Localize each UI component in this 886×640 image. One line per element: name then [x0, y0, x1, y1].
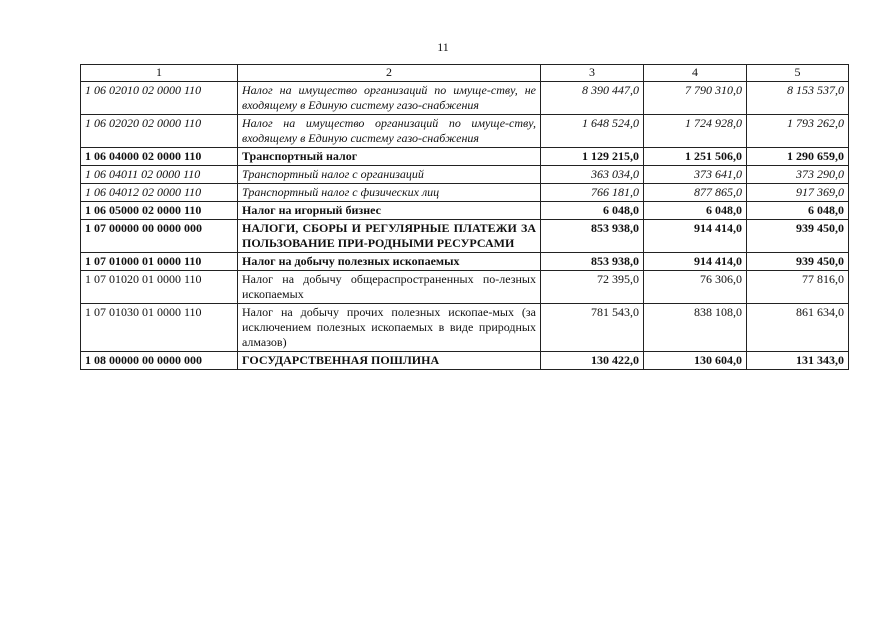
table-row [81, 220, 849, 253]
table-header-row [81, 65, 849, 82]
header-col-3: 3 [541, 65, 644, 82]
row-value-col5: 1 793 262,0 [747, 115, 849, 148]
row-name: Налог на имущество организаций по имуще-ству, входящему в Единую систему газо-снабжения [238, 115, 541, 148]
row-value-col5: 917 369,0 [747, 184, 849, 202]
row-code: 1 06 04000 02 0000 110 [81, 148, 238, 166]
table-row [81, 253, 849, 271]
row-value-col3: 781 543,0 [541, 304, 644, 352]
row-value-col5: 939 450,0 [747, 220, 849, 253]
row-code: 1 06 05000 02 0000 110 [81, 202, 238, 220]
row-value-col4: 914 414,0 [644, 253, 747, 271]
row-value-col4: 130 604,0 [644, 352, 747, 370]
table-row [81, 271, 849, 304]
row-value-col4: 7 790 310,0 [644, 82, 747, 115]
row-value-col3: 6 048,0 [541, 202, 644, 220]
header-col-4: 4 [644, 65, 747, 82]
row-value-col5: 6 048,0 [747, 202, 849, 220]
row-value-col4: 1 251 506,0 [644, 148, 747, 166]
budget-revenue-table [80, 64, 849, 370]
row-value-col5: 77 816,0 [747, 271, 849, 304]
row-value-col5: 1 290 659,0 [747, 148, 849, 166]
page-number: 11 [437, 40, 449, 54]
row-code: 1 06 04012 02 0000 110 [81, 184, 238, 202]
row-value-col5: 373 290,0 [747, 166, 849, 184]
row-value-col3: 8 390 447,0 [541, 82, 644, 115]
row-code: 1 07 01030 01 0000 110 [81, 304, 238, 352]
row-name: Налог на добычу прочих полезных ископае-мых (за исключением полезных ископаемых в виде природных алмазов) [238, 304, 541, 352]
header-col-1: 1 [81, 65, 238, 82]
row-value-col4: 1 724 928,0 [644, 115, 747, 148]
row-code: 1 06 04011 02 0000 110 [81, 166, 238, 184]
row-code: 1 07 01000 01 0000 110 [81, 253, 238, 271]
row-value-col4: 838 108,0 [644, 304, 747, 352]
row-code: 1 07 00000 00 0000 000 [81, 220, 238, 253]
header-col-2: 2 [238, 65, 541, 82]
row-name: Налог на игорный бизнес [238, 202, 541, 220]
row-code: 1 07 01020 01 0000 110 [81, 271, 238, 304]
row-value-col3: 853 938,0 [541, 253, 644, 271]
row-code: 1 06 02020 02 0000 110 [81, 115, 238, 148]
table-row [81, 352, 849, 370]
table-row [81, 115, 849, 148]
row-value-col3: 1 648 524,0 [541, 115, 644, 148]
table-row [81, 304, 849, 352]
row-value-col4: 914 414,0 [644, 220, 747, 253]
row-name: ГОСУДАРСТВЕННАЯ ПОШЛИНА [238, 352, 541, 370]
row-name: Налог на имущество организаций по имуще-ству, не входящему в Единую систему газо-снабжения [238, 82, 541, 115]
row-value-col4: 373 641,0 [644, 166, 747, 184]
table-row [81, 82, 849, 115]
row-value-col5: 131 343,0 [747, 352, 849, 370]
row-value-col5: 939 450,0 [747, 253, 849, 271]
row-value-col3: 766 181,0 [541, 184, 644, 202]
row-name: Транспортный налог [238, 148, 541, 166]
row-code: 1 06 02010 02 0000 110 [81, 82, 238, 115]
header-col-5: 5 [747, 65, 849, 82]
row-value-col3: 72 395,0 [541, 271, 644, 304]
row-value-col4: 6 048,0 [644, 202, 747, 220]
row-value-col5: 861 634,0 [747, 304, 849, 352]
table-row [81, 202, 849, 220]
row-value-col3: 1 129 215,0 [541, 148, 644, 166]
row-value-col5: 8 153 537,0 [747, 82, 849, 115]
row-value-col3: 853 938,0 [541, 220, 644, 253]
table-row [81, 166, 849, 184]
table-row [81, 184, 849, 202]
row-value-col4: 877 865,0 [644, 184, 747, 202]
row-name: НАЛОГИ, СБОРЫ И РЕГУЛЯРНЫЕ ПЛАТЕЖИ ЗА ПОЛЬЗОВАНИЕ ПРИ-РОДНЫМИ РЕСУРСАМИ [238, 220, 541, 253]
row-code: 1 08 00000 00 0000 000 [81, 352, 238, 370]
row-value-col3: 130 422,0 [541, 352, 644, 370]
row-name: Транспортный налог с физических лиц [238, 184, 541, 202]
row-value-col4: 76 306,0 [644, 271, 747, 304]
row-value-col3: 363 034,0 [541, 166, 644, 184]
row-name: Налог на добычу общераспространенных по-лезных ископаемых [238, 271, 541, 304]
table-row [81, 148, 849, 166]
row-name: Транспортный налог с организаций [238, 166, 541, 184]
row-name: Налог на добычу полезных ископаемых [238, 253, 541, 271]
